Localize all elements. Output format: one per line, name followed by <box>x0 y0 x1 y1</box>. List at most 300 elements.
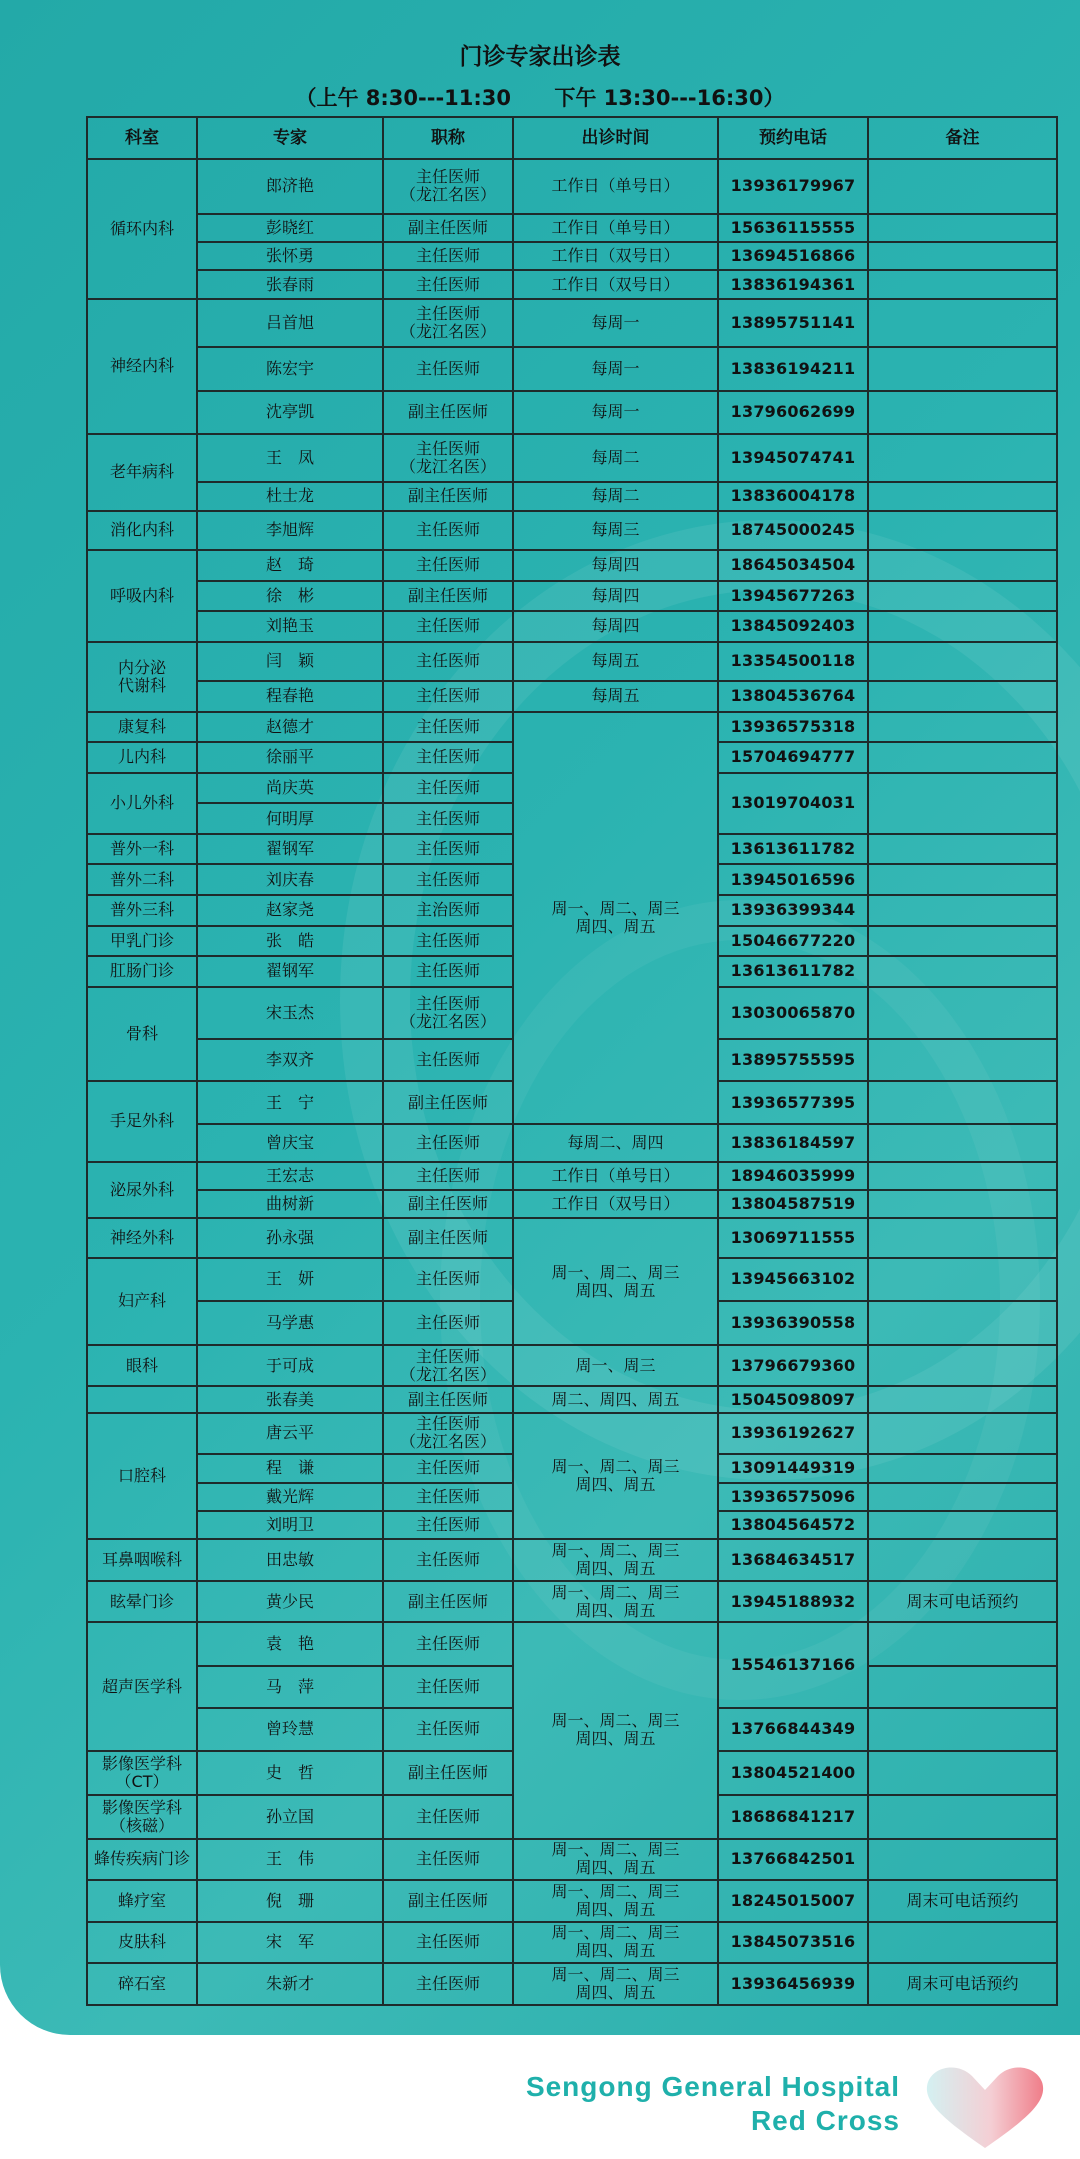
hospital-name-line1: Sengong General Hospital <box>525 2071 900 2102</box>
phone-cell: 13836004178 <box>718 482 868 510</box>
afternoon-hours: 下午 13:30---16:30） <box>554 86 785 110</box>
note-cell <box>868 1708 1057 1752</box>
note-cell: 周末可电话预约 <box>868 1963 1057 2005</box>
department-cell: 儿内科 <box>87 742 197 773</box>
title-cell: 副主任医师 <box>383 1190 513 1218</box>
expert-name-cell: 于可成 <box>197 1345 383 1387</box>
table-row <box>87 242 1057 270</box>
expert-name-cell: 徐 彬 <box>197 581 383 612</box>
schedule-time-cell: 每周一 <box>513 299 718 347</box>
note-cell <box>868 1345 1057 1387</box>
department-cell: 神经外科 <box>87 1218 197 1257</box>
schedule-time-cell: 工作日（双号日） <box>513 270 718 298</box>
schedule-time-cell: 每周一 <box>513 391 718 435</box>
phone-cell: 13804564572 <box>718 1511 868 1539</box>
expert-name-cell: 曾庆宝 <box>197 1124 383 1161</box>
expert-name-cell: 唐云平 <box>197 1413 383 1455</box>
title-cell: 主任医师 <box>383 270 513 298</box>
expert-name-cell: 赵家尧 <box>197 895 383 926</box>
department-cell <box>87 1386 197 1412</box>
department-cell: 眼科 <box>87 1345 197 1387</box>
table-row <box>87 1539 1057 1581</box>
note-cell <box>868 1386 1057 1412</box>
title-cell: 主任医师 （龙江名医） <box>383 1413 513 1455</box>
phone-cell: 13836194361 <box>718 270 868 298</box>
department-cell: 蜂疗室 <box>87 1880 197 1922</box>
expert-name-cell: 张怀勇 <box>197 242 383 270</box>
expert-name-cell: 赵德才 <box>197 712 383 743</box>
department-cell: 老年病科 <box>87 434 197 510</box>
schedule-time-cell: 周一、周二、周三 周四、周五 <box>513 1963 718 2005</box>
title-cell: 主任医师 <box>383 773 513 804</box>
department-cell: 内分泌 代谢科 <box>87 642 197 712</box>
schedule-time-cell: 每周二 <box>513 482 718 510</box>
phone-cell: 15704694777 <box>718 742 868 773</box>
phone-cell: 13613611782 <box>718 956 868 987</box>
title-cell: 主任医师 <box>383 611 513 642</box>
title-cell: 主任医师 <box>383 1124 513 1161</box>
phone-cell: 13694516866 <box>718 242 868 270</box>
phone-cell: 13936179967 <box>718 159 868 214</box>
phone-cell: 13804587519 <box>718 1190 868 1218</box>
phone-cell: 13945188932 <box>718 1581 868 1623</box>
phone-cell: 13091449319 <box>718 1454 868 1482</box>
phone-cell: 13836184597 <box>718 1124 868 1161</box>
note-cell <box>868 1483 1057 1511</box>
expert-name-cell: 袁 艳 <box>197 1622 383 1666</box>
phone-cell: 18686841217 <box>718 1795 868 1839</box>
department-cell: 影像医学科 （CT） <box>87 1751 197 1795</box>
note-cell <box>868 773 1057 834</box>
table-row <box>87 681 1057 712</box>
title-cell: 主任医师 <box>383 1454 513 1482</box>
expert-name-cell: 曾玲慧 <box>197 1708 383 1752</box>
department-cell: 普外三科 <box>87 895 197 926</box>
title-cell: 主任医师 <box>383 1483 513 1511</box>
expert-name-cell: 王 宁 <box>197 1081 383 1125</box>
note-cell <box>868 681 1057 712</box>
title-cell: 主任医师 <box>383 347 513 391</box>
phone-cell: 13766844349 <box>718 1708 868 1752</box>
column-header: 科室 <box>87 117 197 159</box>
title-cell: 主治医师 <box>383 895 513 926</box>
schedule-time-cell: 每周四 <box>513 611 718 642</box>
phone-cell: 13936575096 <box>718 1483 868 1511</box>
title-cell: 主任医师 <box>383 681 513 712</box>
phone-cell: 13945074741 <box>718 434 868 482</box>
phone-cell: 15546137166 <box>718 1622 868 1707</box>
note-cell <box>868 159 1057 214</box>
table-row <box>87 1386 1057 1412</box>
table-row <box>87 270 1057 298</box>
table-row <box>87 1345 1057 1387</box>
note-cell <box>868 434 1057 482</box>
column-header: 职称 <box>383 117 513 159</box>
expert-name-cell: 李双齐 <box>197 1039 383 1081</box>
schedule-table <box>86 116 1058 2006</box>
expert-name-cell: 刘庆春 <box>197 864 383 895</box>
title-cell: 主任医师 <box>383 1622 513 1666</box>
department-cell: 甲乳门诊 <box>87 926 197 957</box>
note-cell <box>868 347 1057 391</box>
note-cell <box>868 1081 1057 1125</box>
title-cell: 主任医师 <box>383 803 513 834</box>
schedule-time-cell: 每周四 <box>513 581 718 612</box>
expert-name-cell: 刘艳玉 <box>197 611 383 642</box>
title-cell: 主任医师 <box>383 712 513 743</box>
title-cell: 主任医师 <box>383 1708 513 1752</box>
note-cell <box>868 214 1057 242</box>
expert-name-cell: 王 妍 <box>197 1258 383 1302</box>
note-cell <box>868 1666 1057 1708</box>
schedule-time-cell: 周二、周四、周五 <box>513 1386 718 1412</box>
phone-cell: 13354500118 <box>718 642 868 681</box>
schedule-time-cell: 周一、周二、周三 周四、周五 <box>513 1922 718 1964</box>
note-cell <box>868 1301 1057 1345</box>
table-row <box>87 1413 1057 1455</box>
expert-name-cell: 赵 琦 <box>197 550 383 581</box>
title-cell: 主任医师 <box>383 1162 513 1190</box>
department-cell: 超声医学科 <box>87 1622 197 1751</box>
note-cell <box>868 1454 1057 1482</box>
title-cell: 主任医师 <box>383 834 513 865</box>
title-cell: 主任医师 <box>383 642 513 681</box>
note-cell <box>868 581 1057 612</box>
schedule-time-cell: 每周三 <box>513 511 718 550</box>
table-row <box>87 1162 1057 1190</box>
department-cell: 妇产科 <box>87 1258 197 1345</box>
schedule-time-cell: 工作日（单号日） <box>513 214 718 242</box>
note-cell <box>868 1039 1057 1081</box>
department-cell: 口腔科 <box>87 1413 197 1540</box>
table-row <box>87 391 1057 435</box>
expert-name-cell: 翟钢军 <box>197 834 383 865</box>
title-cell: 主任医师 <box>383 1963 513 2005</box>
phone-cell: 13613611782 <box>718 834 868 865</box>
expert-name-cell: 刘明卫 <box>197 1511 383 1539</box>
expert-name-cell: 宋玉杰 <box>197 987 383 1039</box>
expert-name-cell: 孙立国 <box>197 1795 383 1839</box>
phone-cell: 13945663102 <box>718 1258 868 1302</box>
phone-cell: 13766842501 <box>718 1839 868 1881</box>
phone-cell: 13030065870 <box>718 987 868 1039</box>
note-cell <box>868 1190 1057 1218</box>
note-cell <box>868 1751 1057 1795</box>
title-cell: 主任医师 <box>383 1795 513 1839</box>
expert-name-cell: 朱新才 <box>197 1963 383 2005</box>
note-cell <box>868 242 1057 270</box>
department-cell: 康复科 <box>87 712 197 743</box>
title-cell: 主任医师 （龙江名医） <box>383 299 513 347</box>
title-cell: 主任医师 <box>383 1301 513 1345</box>
title-cell: 主任医师 （龙江名医） <box>383 159 513 214</box>
phone-cell: 13804536764 <box>718 681 868 712</box>
note-cell <box>868 511 1057 550</box>
note-cell <box>868 1922 1057 1964</box>
note-cell <box>868 742 1057 773</box>
table-row <box>87 642 1057 681</box>
phone-cell: 13796062699 <box>718 391 868 435</box>
schedule-time-cell: 每周四 <box>513 550 718 581</box>
heart-logo-icon <box>920 2062 1050 2152</box>
title-cell: 副主任医师 <box>383 214 513 242</box>
title-cell: 副主任医师 <box>383 1581 513 1623</box>
note-cell <box>868 1839 1057 1881</box>
title-cell: 主任医师 <box>383 1839 513 1881</box>
title-cell: 主任医师 <box>383 1258 513 1302</box>
expert-name-cell: 黄少民 <box>197 1581 383 1623</box>
table-row <box>87 581 1057 612</box>
note-cell <box>868 550 1057 581</box>
phone-cell: 18245015007 <box>718 1880 868 1922</box>
title-cell: 副主任医师 <box>383 1880 513 1922</box>
table-row <box>87 712 1057 743</box>
schedule-time-cell: 工作日（单号日） <box>513 1162 718 1190</box>
expert-name-cell: 翟钢军 <box>197 956 383 987</box>
expert-name-cell: 尚庆英 <box>197 773 383 804</box>
note-cell <box>868 1258 1057 1302</box>
phone-cell: 13936192627 <box>718 1413 868 1455</box>
note-cell <box>868 1124 1057 1161</box>
title-cell: 主任医师 <box>383 956 513 987</box>
table-row <box>87 1218 1057 1257</box>
title-cell: 主任医师 <box>383 242 513 270</box>
phone-cell: 13936399344 <box>718 895 868 926</box>
clinic-hours <box>0 82 1080 112</box>
expert-name-cell: 马 萍 <box>197 1666 383 1708</box>
title-cell: 主任医师 <box>383 1039 513 1081</box>
expert-name-cell: 史 哲 <box>197 1751 383 1795</box>
table-row <box>87 347 1057 391</box>
title-cell: 副主任医师 <box>383 581 513 612</box>
table-row <box>87 1124 1057 1161</box>
department-cell: 小儿外科 <box>87 773 197 834</box>
department-cell: 眩晕门诊 <box>87 1581 197 1623</box>
department-cell: 耳鼻咽喉科 <box>87 1539 197 1581</box>
schedule-time-cell: 工作日（双号日） <box>513 1190 718 1218</box>
title-cell: 主任医师 <box>383 1511 513 1539</box>
phone-cell: 13836194211 <box>718 347 868 391</box>
phone-cell: 13845073516 <box>718 1922 868 1964</box>
note-cell <box>868 712 1057 743</box>
table-row <box>87 1839 1057 1881</box>
note-cell <box>868 1622 1057 1666</box>
department-cell: 骨科 <box>87 987 197 1081</box>
department-cell: 神经内科 <box>87 299 197 434</box>
table-row <box>87 1190 1057 1218</box>
title-cell: 主任医师 <box>383 742 513 773</box>
table-row <box>87 434 1057 482</box>
schedule-time-cell: 周一、周二、周三 周四、周五 <box>513 1839 718 1881</box>
expert-name-cell: 孙永强 <box>197 1218 383 1257</box>
note-cell <box>868 299 1057 347</box>
expert-name-cell: 程 谦 <box>197 1454 383 1482</box>
expert-name-cell: 张春美 <box>197 1386 383 1412</box>
title-cell: 副主任医师 <box>383 482 513 510</box>
note-cell <box>868 611 1057 642</box>
note-cell <box>868 1539 1057 1581</box>
column-header: 备注 <box>868 117 1057 159</box>
department-cell: 手足外科 <box>87 1081 197 1162</box>
expert-name-cell: 闫 颖 <box>197 642 383 681</box>
department-cell: 肛肠门诊 <box>87 956 197 987</box>
note-cell <box>868 987 1057 1039</box>
title-cell: 主任医师 <box>383 511 513 550</box>
schedule-time-cell: 每周一 <box>513 347 718 391</box>
schedule-time-cell: 每周二、周四 <box>513 1124 718 1161</box>
note-cell <box>868 864 1057 895</box>
note-cell <box>868 926 1057 957</box>
phone-cell: 13895755595 <box>718 1039 868 1081</box>
note-cell <box>868 391 1057 435</box>
expert-name-cell: 郎济艳 <box>197 159 383 214</box>
table-row <box>87 1922 1057 1964</box>
department-cell: 泌尿外科 <box>87 1162 197 1219</box>
hospital-name <box>526 2070 900 2138</box>
note-cell <box>868 270 1057 298</box>
table-row <box>87 611 1057 642</box>
phone-cell: 13936456939 <box>718 1963 868 2005</box>
note-cell <box>868 1218 1057 1257</box>
schedule-time-cell: 工作日（双号日） <box>513 242 718 270</box>
expert-name-cell: 曲树新 <box>197 1190 383 1218</box>
expert-name-cell: 沈亭凯 <box>197 391 383 435</box>
morning-hours: （上午 8:30---11:30 <box>295 86 512 110</box>
expert-name-cell: 李旭辉 <box>197 511 383 550</box>
phone-cell: 13019704031 <box>718 773 868 834</box>
phone-cell: 13684634517 <box>718 1539 868 1581</box>
title-cell: 主任医师 <box>383 1539 513 1581</box>
expert-name-cell: 张春雨 <box>197 270 383 298</box>
hospital-name-line2: Red Cross <box>750 2105 900 2136</box>
expert-name-cell: 何明厚 <box>197 803 383 834</box>
department-cell: 皮肤科 <box>87 1922 197 1964</box>
department-cell: 普外一科 <box>87 834 197 865</box>
table-row <box>87 550 1057 581</box>
expert-name-cell: 吕首旭 <box>197 299 383 347</box>
expert-name-cell: 彭晓红 <box>197 214 383 242</box>
schedule-time-cell: 每周二 <box>513 434 718 482</box>
phone-cell: 13936575318 <box>718 712 868 743</box>
schedule-time-cell: 周一、周二、周三 周四、周五 <box>513 1880 718 1922</box>
expert-name-cell: 田忠敏 <box>197 1539 383 1581</box>
department-cell: 影像医学科 （核磁） <box>87 1795 197 1839</box>
title-cell: 主任医师 <box>383 926 513 957</box>
department-cell: 普外二科 <box>87 864 197 895</box>
schedule-time-cell: 周一、周二、周三 周四、周五 <box>513 712 718 1125</box>
table-row <box>87 159 1057 214</box>
phone-cell: 18645034504 <box>718 550 868 581</box>
expert-name-cell: 倪 珊 <box>197 1880 383 1922</box>
phone-cell: 15046677220 <box>718 926 868 957</box>
table-row <box>87 1581 1057 1623</box>
phone-cell: 13069711555 <box>718 1218 868 1257</box>
table-row <box>87 1963 1057 2005</box>
page-title: 门诊专家出诊表 <box>459 44 621 70</box>
phone-cell: 13845092403 <box>718 611 868 642</box>
column-header: 出诊时间 <box>513 117 718 159</box>
column-header: 预约电话 <box>718 117 868 159</box>
title-cell: 主任医师 （龙江名医） <box>383 1345 513 1387</box>
table-row <box>87 482 1057 510</box>
expert-name-cell: 宋 军 <box>197 1922 383 1964</box>
table-row <box>87 299 1057 347</box>
phone-cell: 13936390558 <box>718 1301 868 1345</box>
expert-name-cell: 王 凤 <box>197 434 383 482</box>
note-cell <box>868 1795 1057 1839</box>
phone-cell: 13945016596 <box>718 864 868 895</box>
schedule-time-cell: 每周五 <box>513 681 718 712</box>
department-cell: 蜂传疾病门诊 <box>87 1839 197 1881</box>
column-header: 专家 <box>197 117 383 159</box>
phone-cell: 15636115555 <box>718 214 868 242</box>
department-cell: 消化内科 <box>87 511 197 550</box>
schedule-time-cell: 工作日（单号日） <box>513 159 718 214</box>
expert-name-cell: 马学惠 <box>197 1301 383 1345</box>
expert-name-cell: 王 伟 <box>197 1839 383 1881</box>
department-cell: 呼吸内科 <box>87 550 197 642</box>
title-cell: 主任医师 （龙江名医） <box>383 434 513 482</box>
note-cell: 周末可电话预约 <box>868 1581 1057 1623</box>
expert-name-cell: 徐丽平 <box>197 742 383 773</box>
phone-cell: 13796679360 <box>718 1345 868 1387</box>
table-row <box>87 1622 1057 1666</box>
note-cell <box>868 482 1057 510</box>
table-row <box>87 214 1057 242</box>
schedule-time-cell: 周一、周二、周三 周四、周五 <box>513 1622 718 1838</box>
expert-name-cell: 张 皓 <box>197 926 383 957</box>
note-cell <box>868 1511 1057 1539</box>
phone-cell: 18946035999 <box>718 1162 868 1190</box>
note-cell <box>868 956 1057 987</box>
expert-name-cell: 程春艳 <box>197 681 383 712</box>
expert-name-cell: 陈宏宇 <box>197 347 383 391</box>
table-row <box>87 1880 1057 1922</box>
note-cell <box>868 1413 1057 1455</box>
department-cell: 碎石室 <box>87 1963 197 2005</box>
note-cell <box>868 834 1057 865</box>
phone-cell: 13804521400 <box>718 1751 868 1795</box>
title-cell: 主任医师 <box>383 864 513 895</box>
note-cell <box>868 1162 1057 1190</box>
note-cell <box>868 895 1057 926</box>
expert-name-cell: 戴光辉 <box>197 1483 383 1511</box>
table-header <box>87 117 1057 159</box>
title-cell: 副主任医师 <box>383 391 513 435</box>
title-cell: 副主任医师 <box>383 1081 513 1125</box>
phone-cell: 15045098097 <box>718 1386 868 1412</box>
phone-cell: 13936577395 <box>718 1081 868 1125</box>
title-cell: 副主任医师 <box>383 1218 513 1257</box>
schedule-time-cell: 周一、周二、周三 周四、周五 <box>513 1539 718 1581</box>
schedule-time-cell: 周一、周二、周三 周四、周五 <box>513 1413 718 1540</box>
expert-name-cell: 王宏志 <box>197 1162 383 1190</box>
department-cell: 循环内科 <box>87 159 197 299</box>
title-cell: 主任医师 <box>383 1666 513 1708</box>
note-cell <box>868 642 1057 681</box>
schedule-time-cell: 周一、周三 <box>513 1345 718 1387</box>
title-cell: 主任医师 <box>383 1922 513 1964</box>
phone-cell: 18745000245 <box>718 511 868 550</box>
table-row <box>87 511 1057 550</box>
phone-cell: 13945677263 <box>718 581 868 612</box>
expert-name-cell: 杜士龙 <box>197 482 383 510</box>
schedule-time-cell: 每周五 <box>513 642 718 681</box>
schedule-time-cell: 周一、周二、周三 周四、周五 <box>513 1218 718 1345</box>
note-cell: 周末可电话预约 <box>868 1880 1057 1922</box>
title-cell: 主任医师 （龙江名医） <box>383 987 513 1039</box>
title-cell: 副主任医师 <box>383 1386 513 1412</box>
